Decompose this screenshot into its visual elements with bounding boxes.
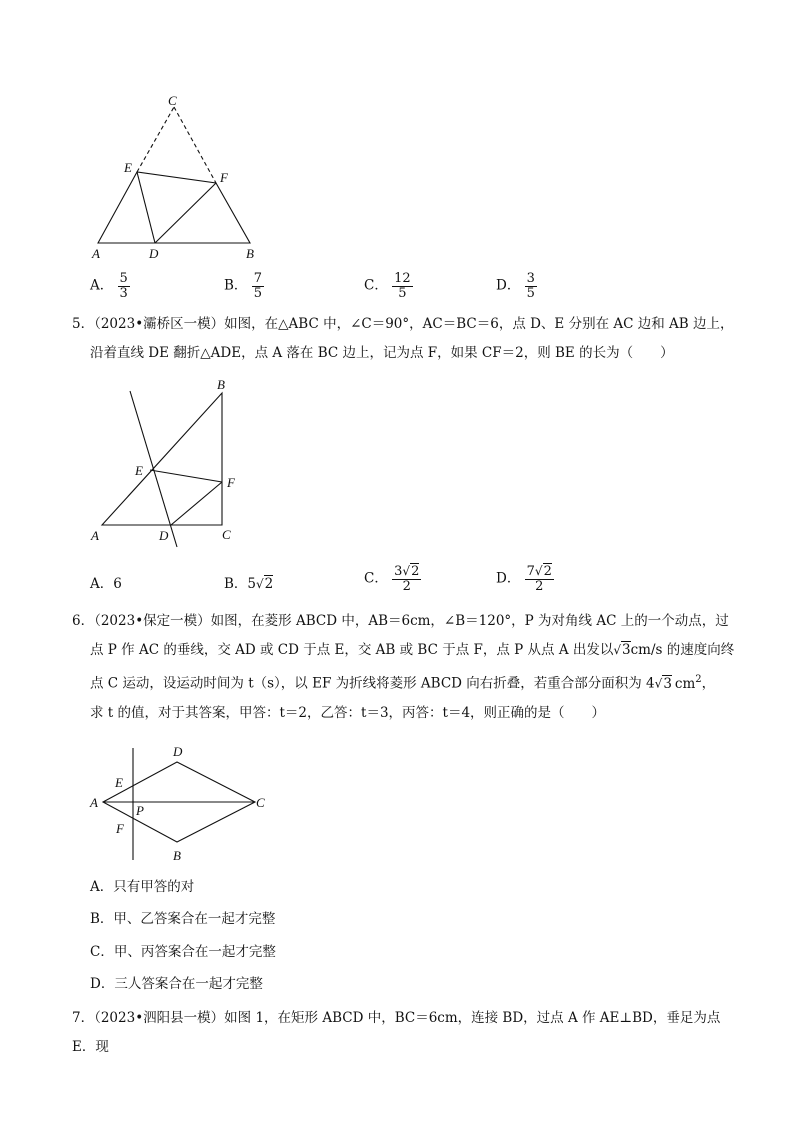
label-d: D bbox=[159, 528, 169, 543]
q4-option-a[interactable] bbox=[90, 272, 130, 300]
numerator bbox=[392, 565, 421, 580]
fraction bbox=[392, 565, 421, 593]
option-letter: C． bbox=[364, 277, 388, 294]
label-e: E bbox=[124, 160, 132, 175]
label-a: A bbox=[90, 795, 98, 810]
sqrt-sign: √ bbox=[534, 564, 543, 578]
q6-option-d[interactable]: D．三人答案合在一起才完整 bbox=[90, 976, 263, 992]
q7-line-1: 7．（2023•泗阳县一模）如图 1，在矩形 ABCD 中，BC＝6cm，连接 BD，过点 A 作 AE⊥BD，垂足为点 E．现 bbox=[72, 1010, 721, 1055]
triangle-abc bbox=[102, 393, 222, 525]
coefficient: 3 bbox=[394, 564, 403, 579]
q5-option-b[interactable] bbox=[224, 572, 273, 592]
question-7-text bbox=[72, 1004, 740, 1062]
sqrt-sign: √ bbox=[654, 676, 663, 691]
label-b: B bbox=[173, 848, 181, 863]
option-letter: B． bbox=[224, 576, 248, 592]
option-letter: A． bbox=[90, 576, 114, 592]
label-e: E bbox=[115, 775, 123, 790]
numerator: 5 bbox=[119, 271, 128, 286]
label-c: C bbox=[168, 93, 177, 108]
numerator: 12 bbox=[394, 271, 411, 286]
dashed-cf bbox=[174, 107, 216, 183]
denominator: 2 bbox=[402, 578, 411, 594]
label-c: C bbox=[222, 527, 231, 542]
denominator: 2 bbox=[535, 578, 544, 594]
q6-line-3a: 点 C 运动，设运动时间为 t（s），以 EF 为折线将菱形 ABCD 向右折叠，若重合部分面积为 4 bbox=[90, 675, 655, 692]
radicand: 2 bbox=[264, 576, 274, 592]
label-d: D bbox=[149, 246, 159, 261]
q5-option-d[interactable] bbox=[496, 565, 554, 593]
q5-line-1: 5．（2023•灞桥区一模）如图，在△ABC 中，∠C＝90°，AC＝BC＝6，点 D、E 分别在 AC 边和 AB 边上， bbox=[72, 316, 734, 332]
denominator: 3 bbox=[119, 285, 128, 301]
sqrt-sign: √ bbox=[613, 643, 622, 657]
denominator: 5 bbox=[253, 285, 262, 301]
sqrt-sign: √ bbox=[256, 577, 264, 591]
option-letter: D． bbox=[496, 570, 521, 587]
segment-df bbox=[155, 183, 216, 243]
label-b: B bbox=[217, 377, 225, 392]
option-letter: D． bbox=[496, 277, 521, 294]
figure-q4 bbox=[80, 90, 280, 270]
numerator bbox=[525, 565, 554, 580]
question-5-text bbox=[72, 310, 740, 368]
q4-option-d[interactable] bbox=[496, 272, 537, 300]
coefficient: 7 bbox=[526, 564, 535, 579]
dashed-ce bbox=[137, 107, 174, 172]
label-a: A bbox=[91, 528, 99, 543]
q6-line-3b: ， bbox=[701, 675, 716, 692]
segment-df bbox=[171, 482, 222, 525]
option-letter: C． bbox=[364, 570, 388, 587]
fraction bbox=[118, 272, 130, 300]
q4-option-b[interactable] bbox=[224, 272, 264, 300]
label-f: F bbox=[116, 821, 124, 836]
q6-line-1: 6．（2023•保定一模）如图，在菱形 ABCD 中，AB＝6cm，∠B＝120°，P 为对角线 AC 上的一个动点，过 bbox=[72, 613, 729, 629]
fraction bbox=[252, 272, 264, 300]
segment-ef bbox=[150, 470, 222, 482]
radicand: 3 bbox=[622, 642, 631, 658]
figure-q6 bbox=[85, 740, 285, 870]
radicand: 3 bbox=[663, 675, 672, 692]
numerator: 3 bbox=[526, 271, 535, 286]
numerator: 7 bbox=[253, 271, 262, 286]
q6-line-2a: 点 P 作 AC 的垂线，交 AD 或 CD 于点 E，交 AB 或 BC 于点 F，点 P 从点 A 出发以 bbox=[90, 642, 614, 658]
radicand: 2 bbox=[543, 564, 552, 579]
option-letter: B． bbox=[224, 277, 248, 294]
label-b: B bbox=[246, 246, 254, 261]
question-6-text bbox=[72, 607, 740, 728]
q6-line-2b: cm/s 的速度向终 bbox=[630, 642, 735, 658]
denominator: 5 bbox=[398, 285, 407, 301]
label-a: A bbox=[92, 246, 100, 261]
label-f: F bbox=[220, 170, 228, 185]
label-f: F bbox=[227, 475, 235, 490]
unit: cm bbox=[674, 675, 696, 692]
q6-option-b[interactable]: B．甲、乙答案合在一起才完整 bbox=[90, 911, 276, 927]
option-letter: A． bbox=[90, 277, 114, 294]
label-p: P bbox=[136, 803, 144, 818]
q6-line-4: 求 t 的值，对于其答案，甲答：t＝2，乙答：t＝3，丙答：t＝4，则正确的是（ ） bbox=[90, 704, 606, 721]
q6-line-3 bbox=[72, 665, 740, 699]
q5-option-a[interactable] bbox=[90, 572, 122, 592]
denominator: 5 bbox=[526, 285, 535, 301]
coefficient: 5 bbox=[247, 576, 257, 592]
figure-q5 bbox=[85, 375, 255, 550]
q6-line-2 bbox=[72, 636, 740, 665]
option-value: 6 bbox=[113, 576, 122, 592]
q6-option-a[interactable]: A．只有甲答的对 bbox=[90, 879, 195, 895]
fraction bbox=[525, 272, 537, 300]
fraction bbox=[525, 565, 554, 593]
q5-line-2: 沿着直线 DE 翻折△ADE，点 A 落在 BC 边上，记为点 F，如果 CF＝2，则 BE 的长为（ ） bbox=[90, 345, 674, 361]
q4-option-c[interactable] bbox=[364, 272, 413, 300]
radicand: 2 bbox=[411, 564, 420, 579]
q5-option-c[interactable] bbox=[364, 565, 421, 593]
fraction bbox=[392, 272, 413, 300]
q6-option-c[interactable]: C．甲、丙答案合在一起才完整 bbox=[90, 944, 276, 960]
label-d: D bbox=[173, 744, 183, 759]
segment-ed bbox=[137, 172, 155, 243]
exponent: 2 bbox=[695, 674, 702, 685]
label-e: E bbox=[135, 463, 143, 478]
label-c: C bbox=[256, 795, 265, 810]
sqrt-sign: √ bbox=[402, 564, 411, 578]
